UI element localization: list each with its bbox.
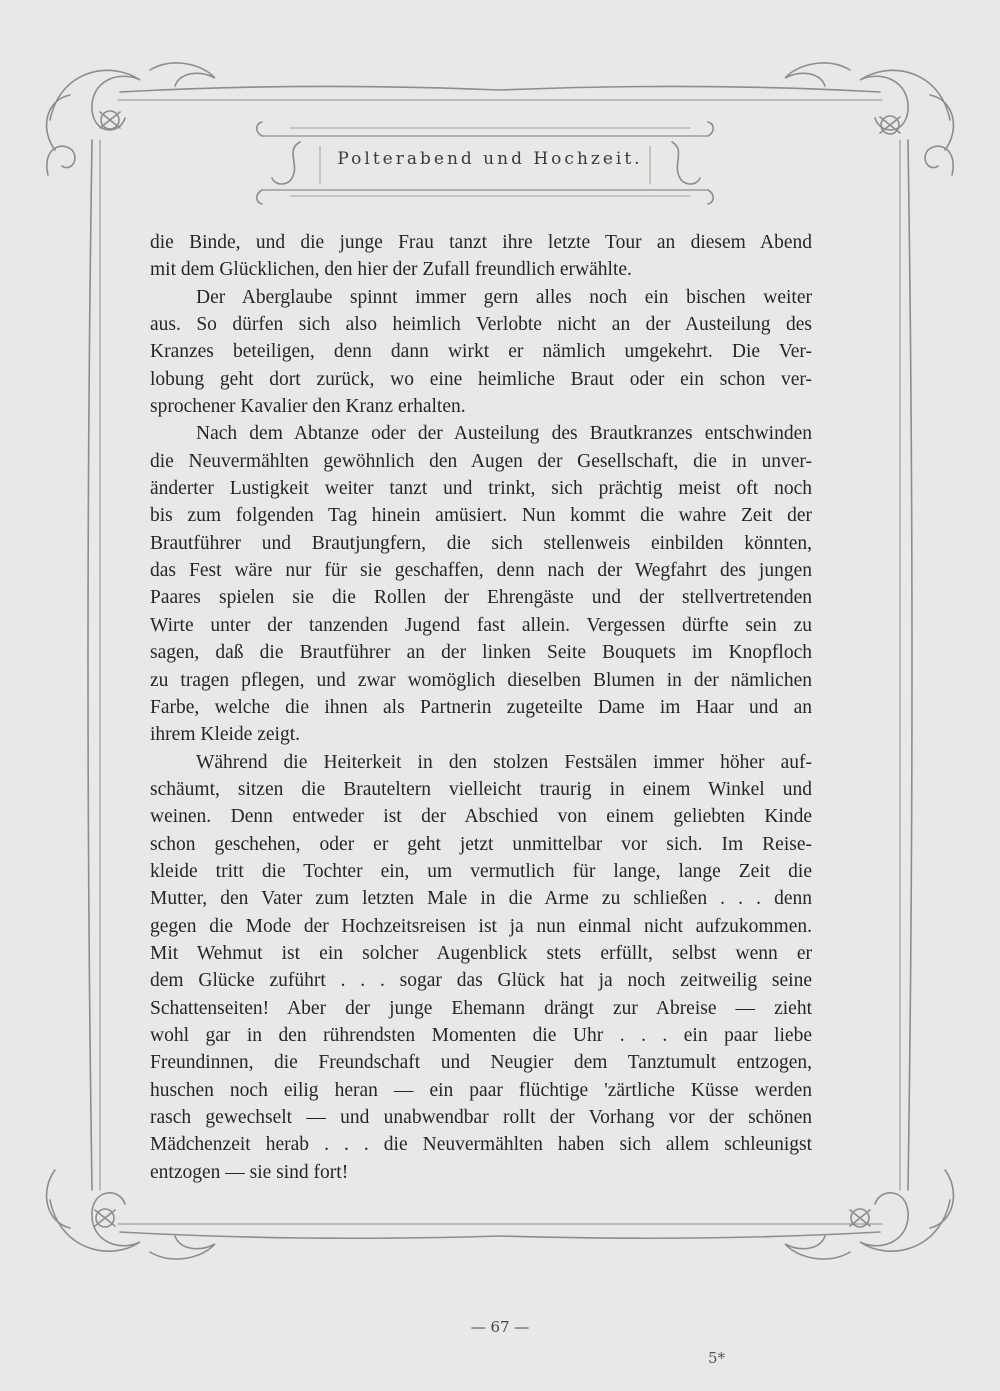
text-line: lobung geht dort zurück, wo eine heimliche Braut oder ein schon ver- [150, 368, 812, 390]
page-number: — 67 — [470, 1318, 530, 1336]
text-line: gegen die Mode der Hochzeitsreisen ist ja nun einmal nicht aufzukommen. [150, 915, 812, 937]
chapter-title: Polterabend und Hochzeit. [337, 149, 643, 169]
text-line: aus. So dürfen sich also heimlich Verlobte nicht an der Austeilung des [150, 314, 812, 336]
signature-mark: 5* [708, 1349, 726, 1367]
text-line: rasch gewechselt — und unabwendbar rollt der Vorhang vor der schönen [150, 1107, 812, 1128]
text-line: dem Glücke zuführt . . . sogar das Glück hat ja noch zeitweilig seine [150, 970, 812, 992]
text-line: bis zum folgenden Tag hinein amüsiert. Nun kommt die wahre Zeit der [150, 505, 812, 527]
text-line: Freundinnen, die Freundschaft und Neugier dem Tanztumult entzogen, [150, 1052, 812, 1074]
text-line: entzogen — sie sind fort! [150, 1161, 349, 1183]
text-line: Farbe, welche die ihnen als Partnerin zugeteilte Dame im Haar und an [150, 696, 812, 718]
frame-top-line [120, 86, 880, 92]
text-line: Schattenseiten! Aber der junge Ehemann drängt zur Abreise — zieht [150, 997, 812, 1019]
text-line: Nach dem Abtanze oder der Austeilung des Brautkranzes entschwinden [196, 423, 812, 445]
text-line: schäumt, sitzen die Brauteltern vielleicht traurig in einem Winkel und [150, 778, 812, 800]
text-line: Mutter, den Vater zum letzten Male in die Arme zu schließen . . . denn [150, 888, 812, 910]
text-line: kleide tritt die Tochter ein, um vermutlich für lange, lange Zeit die [150, 860, 812, 882]
text-line: Paares spielen sie die Rollen der Ehrengäste und der stellvertretenden [150, 587, 812, 609]
text-line: zu tragen pflegen, und zwar womöglich dieselben Blumen in der nämlichen [150, 669, 812, 691]
text-line: Kranzes beteiligen, denn dann wirkt er nämlich umgekehrt. Die Ver- [150, 341, 812, 363]
text-line: Brautführer und Brautjungfern, die sich stellenweis einbilden könnten, [150, 532, 812, 554]
text-line: mit dem Glücklichen, den hier der Zufall freundlich erwählte. [150, 259, 632, 281]
text-line: sprochener Kavalier den Kranz erhalten. [150, 396, 466, 418]
text-line: änderter Lustigkeit weiter tanzt und trinkt, sich prächtig meist oft noch [150, 478, 812, 500]
frame-right-line [908, 140, 912, 1190]
text-line: die Binde, und die junge Frau tanzt ihre letzte Tour an diesem Abend [150, 232, 812, 253]
text-line: die Neuvermählten gewöhnlich den Augen der Gesellschaft, die in unver- [150, 450, 812, 472]
frame-left-line [88, 140, 92, 1190]
text-line: Mädchenzeit herab . . . die Neuvermählten haben sich allem schleunigst [150, 1134, 812, 1156]
text-line: Mit Wehmut ist ein solcher Augenblick stets erfüllt, selbst wenn er [150, 942, 812, 964]
text-line: weinen. Denn entweder ist der Abschied von einem geliebten Kinde [150, 806, 812, 828]
text-line: wohl gar in den rührendsten Momenten die Uhr . . . ein paar liebe [150, 1024, 812, 1046]
text-line: Wirte unter der tanzenden Jugend fast allein. Vergessen dürfte sein zu [150, 614, 812, 636]
text-line: Während die Heiterkeit in den stolzen Festsälen immer höher auf- [196, 751, 812, 773]
corner-ornament-top-left [47, 63, 215, 175]
text-line: sagen, daß die Brautführer an der linken Seite Bouquets im Knopfloch [150, 642, 812, 664]
corner-ornament-top-right [785, 63, 953, 175]
frame-bottom-line [120, 1232, 880, 1238]
text-line: Der Aberglaube spinnt immer gern alles noch ein bischen weiter [196, 286, 812, 308]
text-line: huschen noch eilig heran — ein paar flüchtige 'zärtliche Küsse werden [150, 1079, 812, 1101]
body-text [150, 229, 812, 1186]
text-line: schon geschehen, oder er geht jetzt unmittelbar vor sich. Im Reise- [150, 833, 812, 855]
text-line: das Fest wäre nur für sie geschaffen, denn nach der Wegfahrt des jungen [150, 560, 812, 582]
page-heading [270, 145, 710, 181]
text-line: ihrem Kleide zeigt. [150, 724, 300, 746]
